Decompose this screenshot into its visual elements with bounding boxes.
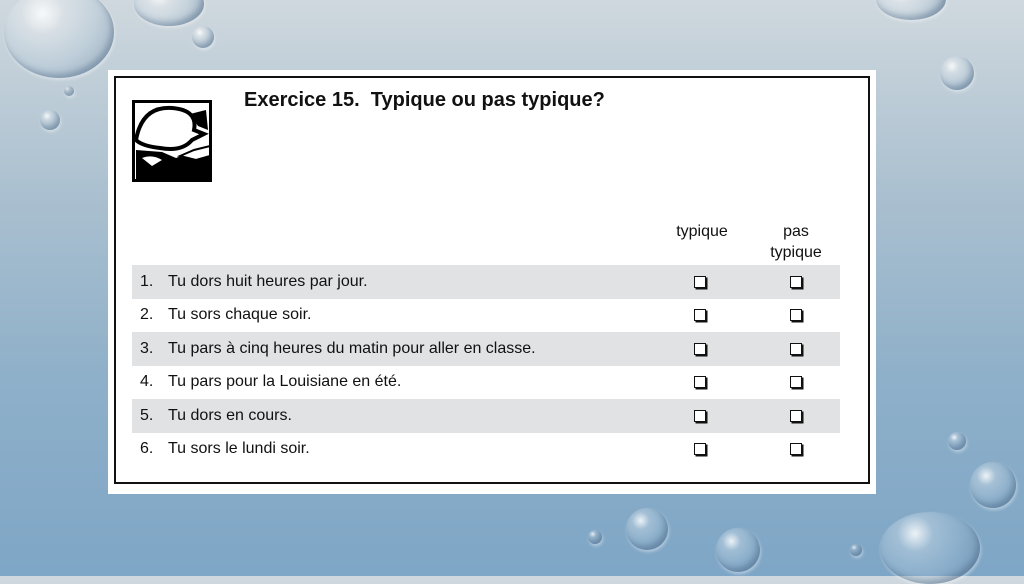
exercise-items-list [132, 265, 840, 466]
water-droplet [880, 512, 980, 584]
item-number: 1. [140, 272, 154, 290]
pas-typique-checkbox[interactable] [790, 343, 802, 355]
water-droplet [40, 110, 60, 130]
pas-typique-checkbox[interactable] [790, 443, 802, 455]
typique-checkbox[interactable] [694, 276, 706, 288]
pas-typique-checkbox[interactable] [790, 276, 802, 288]
water-droplet [588, 530, 602, 544]
water-droplet [970, 462, 1016, 508]
water-droplet [192, 26, 214, 48]
pas-typique-checkbox[interactable] [790, 410, 802, 422]
list-item [132, 265, 840, 299]
typique-checkbox[interactable] [694, 343, 706, 355]
list-item [132, 299, 840, 333]
item-number: 2. [140, 306, 154, 324]
item-number: 6. [140, 440, 154, 458]
typique-checkbox[interactable] [694, 410, 706, 422]
water-droplet [716, 528, 760, 572]
typique-checkbox[interactable] [694, 309, 706, 321]
item-text: Tu dors en cours. [168, 406, 292, 424]
water-droplet [876, 0, 946, 20]
column-header-pas-typique: pas typique [770, 223, 822, 261]
exercise-card [108, 70, 876, 494]
item-number: 3. [140, 339, 154, 357]
water-droplet [850, 544, 862, 556]
water-droplet [626, 508, 668, 550]
water-droplet [64, 86, 74, 96]
water-droplet [134, 0, 204, 26]
item-number: 5. [140, 406, 154, 424]
water-droplet [948, 432, 966, 450]
exercise-title: Exercice 15. Typique ou pas typique? [244, 89, 605, 111]
item-text: Tu dors huit heures par jour. [168, 272, 368, 290]
exercise-frame [114, 76, 870, 484]
typique-checkbox[interactable] [694, 376, 706, 388]
typique-checkbox[interactable] [694, 443, 706, 455]
pas-typique-checkbox[interactable] [790, 309, 802, 321]
pas-typique-checkbox[interactable] [790, 376, 802, 388]
column-header-typique: typique [676, 223, 728, 240]
list-item [132, 332, 840, 366]
speech-bubble-conversation-icon [132, 100, 212, 182]
item-text: Tu pars pour la Louisiane en été. [168, 373, 402, 391]
list-item [132, 433, 840, 467]
item-text: Tu pars à cinq heures du matin pour aller en classe. [168, 339, 536, 357]
water-droplet [4, 0, 114, 78]
item-text: Tu sors le lundi soir. [168, 440, 310, 458]
water-droplet [940, 56, 974, 90]
item-text: Tu sors chaque soir. [168, 306, 312, 324]
item-number: 4. [140, 373, 154, 391]
list-item [132, 366, 840, 400]
list-item [132, 399, 840, 433]
